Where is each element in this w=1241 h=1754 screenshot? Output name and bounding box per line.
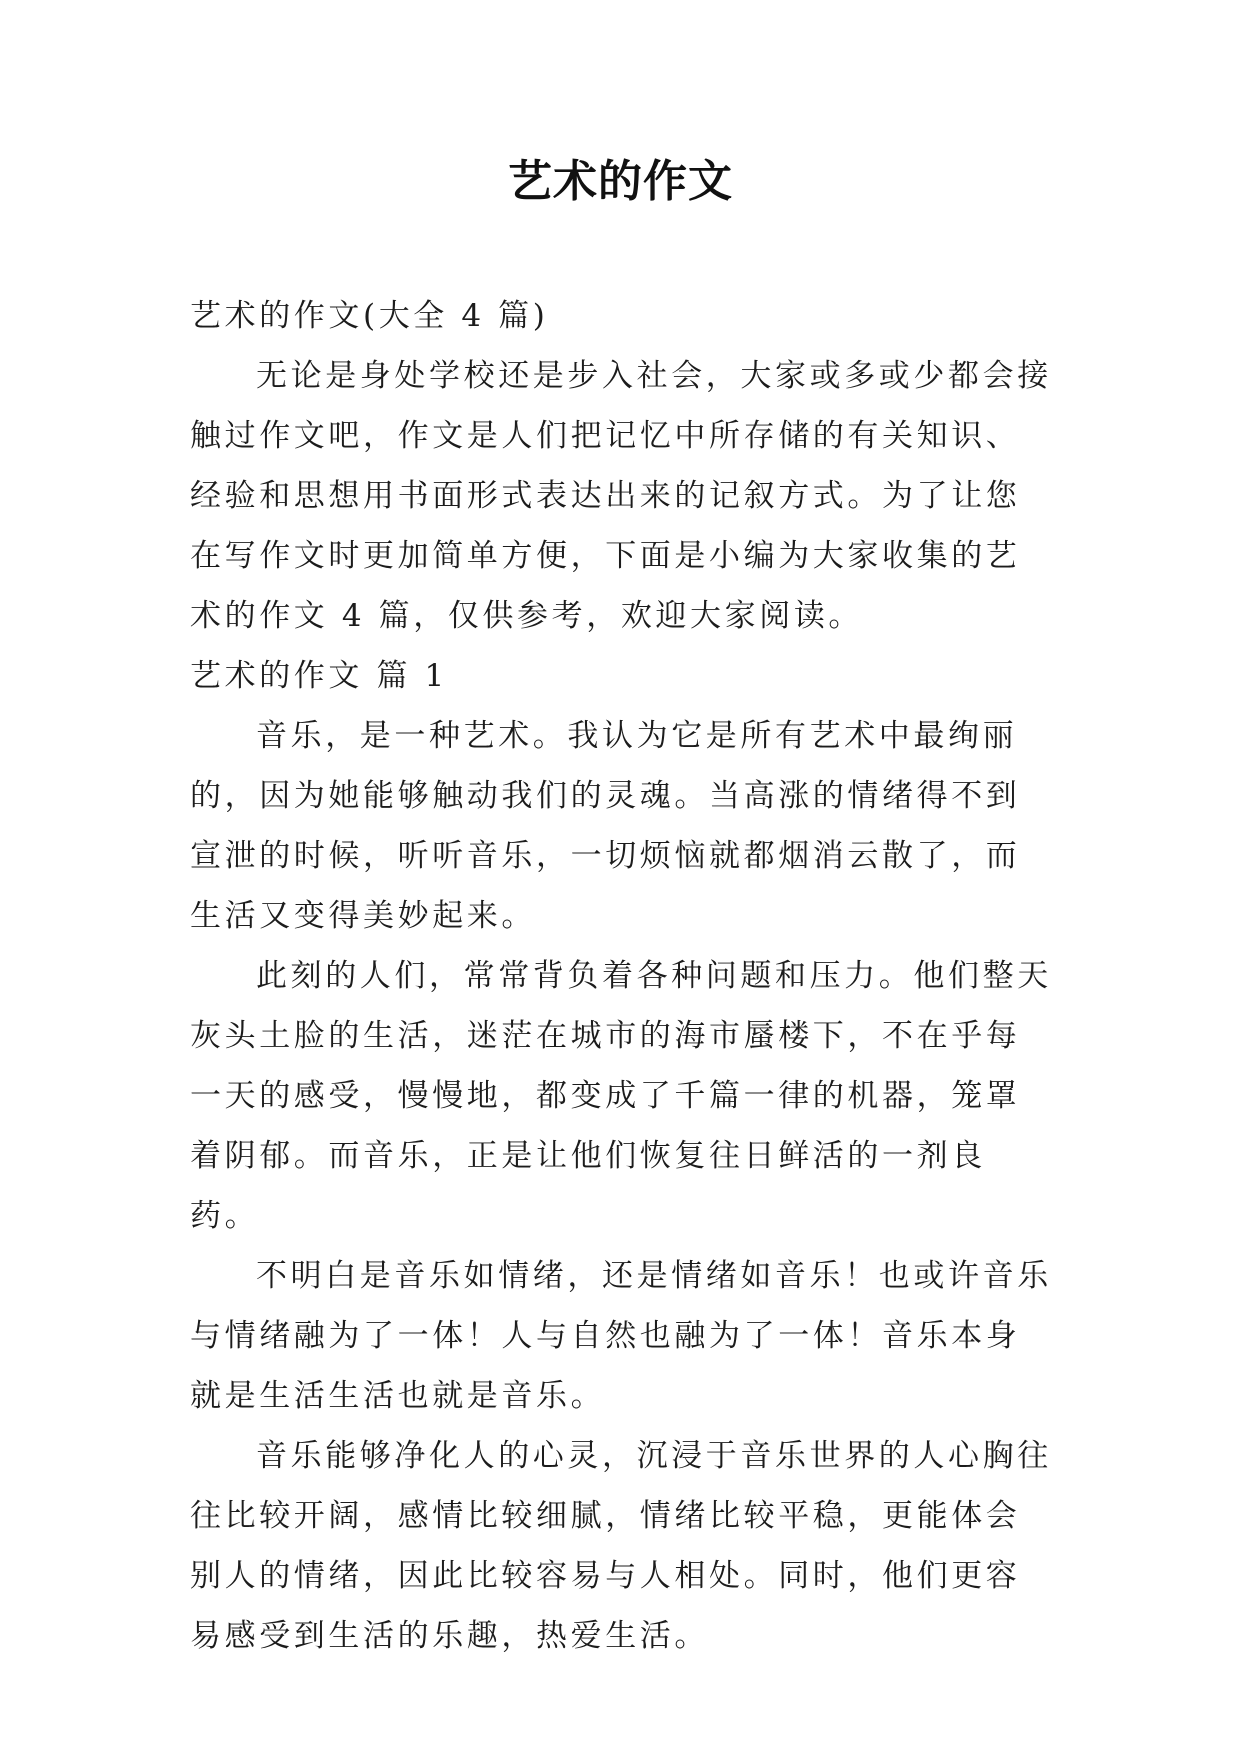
section-paragraph: 音乐，是一种艺术。我认为它是所有艺术中最绚丽的，因为她能够触动我们的灵魂。当高涨的情绪得不到宣泄的时候，听听音乐，一切烦恼就都烟消云散了，而生活又变得美妙起来。 xyxy=(190,718,1021,934)
document-subtitle: 艺术的作文(大全 4 篇) xyxy=(190,298,549,334)
section-paragraph: 不明白是音乐如情绪，还是情绪如音乐！也或许音乐与情绪融为了一体！人与自然也融为了一体！音乐本身就是生活生活也就是音乐。 xyxy=(190,1258,1052,1414)
document-body xyxy=(190,286,1052,1666)
intro-paragraph: 无论是身处学校还是步入社会，大家或多或少都会接触过作文吧，作文是人们把记忆中所存储的有关知识、经验和思想用书面形式表达出来的记叙方式。为了让您在写作文时更加简单方便，下面是小编为大家收集的艺术的作文 4 篇，仅供参考，欢迎大家阅读。 xyxy=(190,358,1052,634)
document-title: 艺术的作文 xyxy=(508,156,733,207)
section-paragraph: 音乐能够净化人的心灵，沉浸于音乐世界的人心胸往往比较开阔，感情比较细腻，情绪比较平稳，更能体会别人的情绪，因此比较容易与人相处。同时，他们更容易感受到生活的乐趣，热爱生活。 xyxy=(190,1438,1052,1654)
section-heading: 艺术的作文 篇 1 xyxy=(190,658,448,694)
section-paragraph: 此刻的人们，常常背负着各种问题和压力。他们整天灰头土脸的生活，迷茫在城市的海市蜃楼下，不在乎每一天的感受，慢慢地，都变成了千篇一律的机器，笼罩着阴郁。而音乐，正是让他们恢复往日鲜活的一剂良药。 xyxy=(190,958,1052,1234)
